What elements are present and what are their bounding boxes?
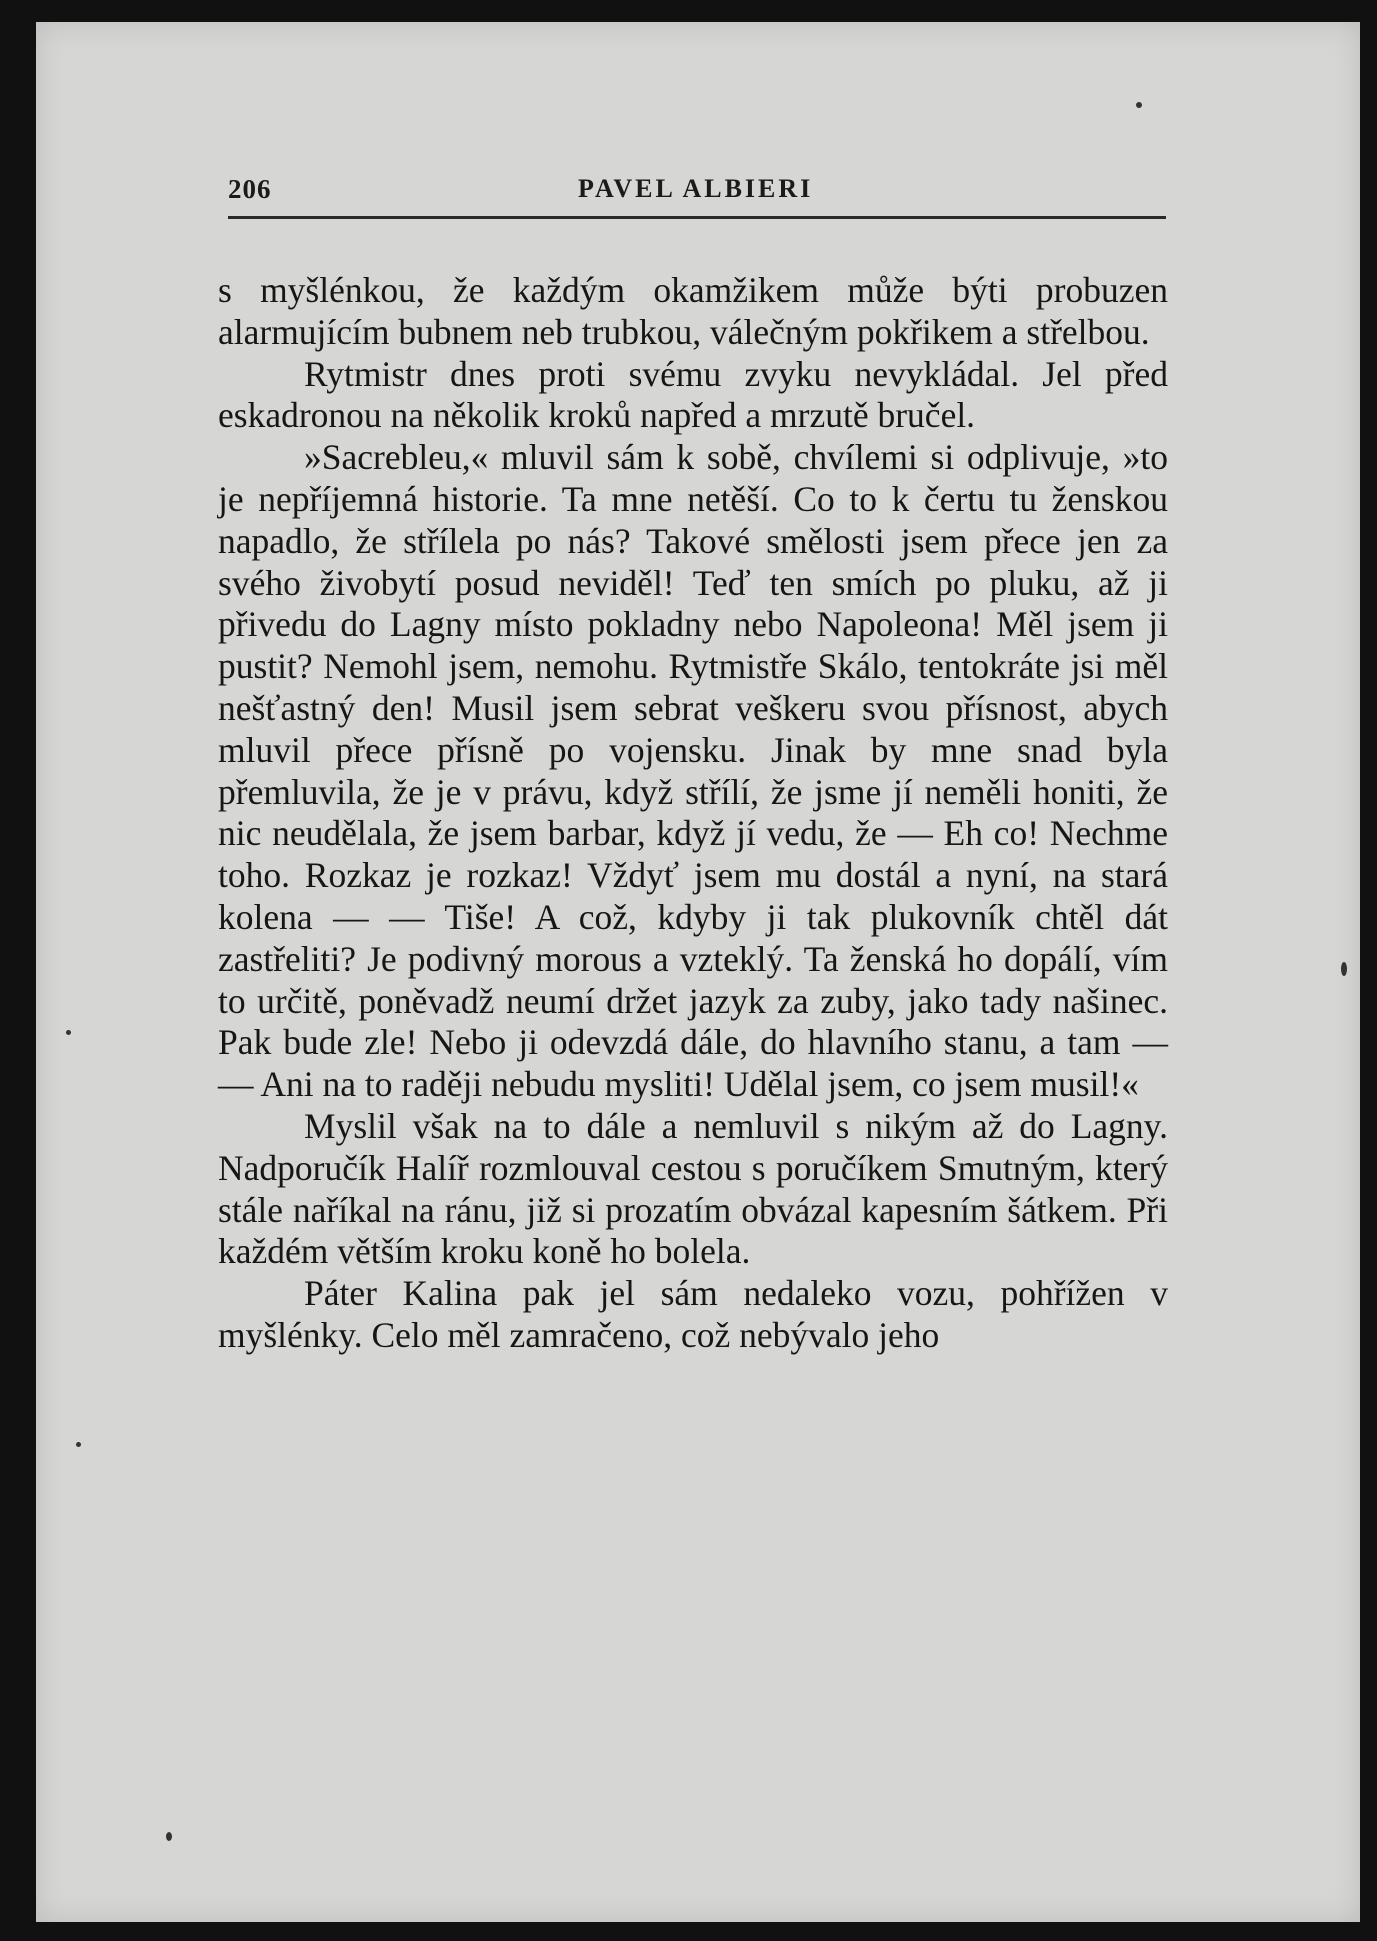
page-number: 206 bbox=[228, 174, 272, 204]
page-header bbox=[228, 168, 1166, 208]
running-title: PAVEL ALBIERI bbox=[578, 174, 814, 203]
paragraph: »Sacrebleu,« mluvil sám k sobě, chvílemi si odplivuje, »to je nepříjemná historie. Ta mne netěší. Co to k čertu tu ženskou napadlo, že střílela po nás? Takové smělosti jsem přece jen za svého živobytí posud neviděl! Teď ten smích po pluku, až ji přivedu do Lagny místo pokladny nebo Napoleona! Měl jsem ji pustit? Nemohl jsem, nemohu. Rytmistře Skálo, tentokráte jsi měl nešťastný den! Musil jsem sebrat veškeru svou přísnost, abych mluvil přece přísně po vojensku. Jinak by mne snad byla přemluvila, že je v právu, když střílí, že jsme jí neměli honiti, že nic neudělala, že jsem barbar, když jí vedu, že — Eh co! Nechme toho. Rozkaz je rozkaz! Vždyť jsem mu dostál a nyní, na stará kolena — — Tiše! A což, kdyby ji tak plukovník chtěl dát zastřeliti? Je podivný morous a vzteklý. Ta ženská ho dopálí, vím to určitě, poněvadž neumí držet jazyk za zuby, jako tady našinec. Pak bude zle! Nebo ji odevzdá dále, do hlavního stanu, a tam — — Ani na to raději nebudu mysliti! Udělal jsem, co jsem musil!« bbox=[218, 437, 1168, 1105]
paragraph: Myslil však na to dále a nemluvil s nikým až do Lagny. Nadporučík Halíř rozmlouval cestou s poručíkem Smutným, který stále naříkal na ránu, již si prozatím obvázal kapesním šátkem. Při každém větším kroku koně ho bolela. bbox=[218, 1105, 1168, 1272]
scan-speck bbox=[76, 1442, 81, 1447]
scan-speck bbox=[1341, 962, 1347, 976]
scan-speck bbox=[166, 1832, 172, 1841]
scan-speck bbox=[1136, 102, 1142, 108]
paragraph: Páter Kalina pak jel sám nedaleko vozu, pohřížen v myšlénky. Celo měl zamračeno, což nebývalo jeho bbox=[218, 1273, 1168, 1355]
header-rule bbox=[228, 216, 1166, 219]
paragraph: s myšlénkou, že každým okamžikem může býti probuzen alarmujícím bubnem neb trubkou, válečným pokřikem a střelbou. bbox=[218, 270, 1168, 352]
body-text bbox=[218, 270, 1168, 1357]
paragraph: Rytmistr dnes proti svému zvyku nevykládal. Jel před eskadronou na několik kroků napřed a mrzutě bručel. bbox=[218, 353, 1168, 436]
scan-speck bbox=[66, 1030, 71, 1035]
